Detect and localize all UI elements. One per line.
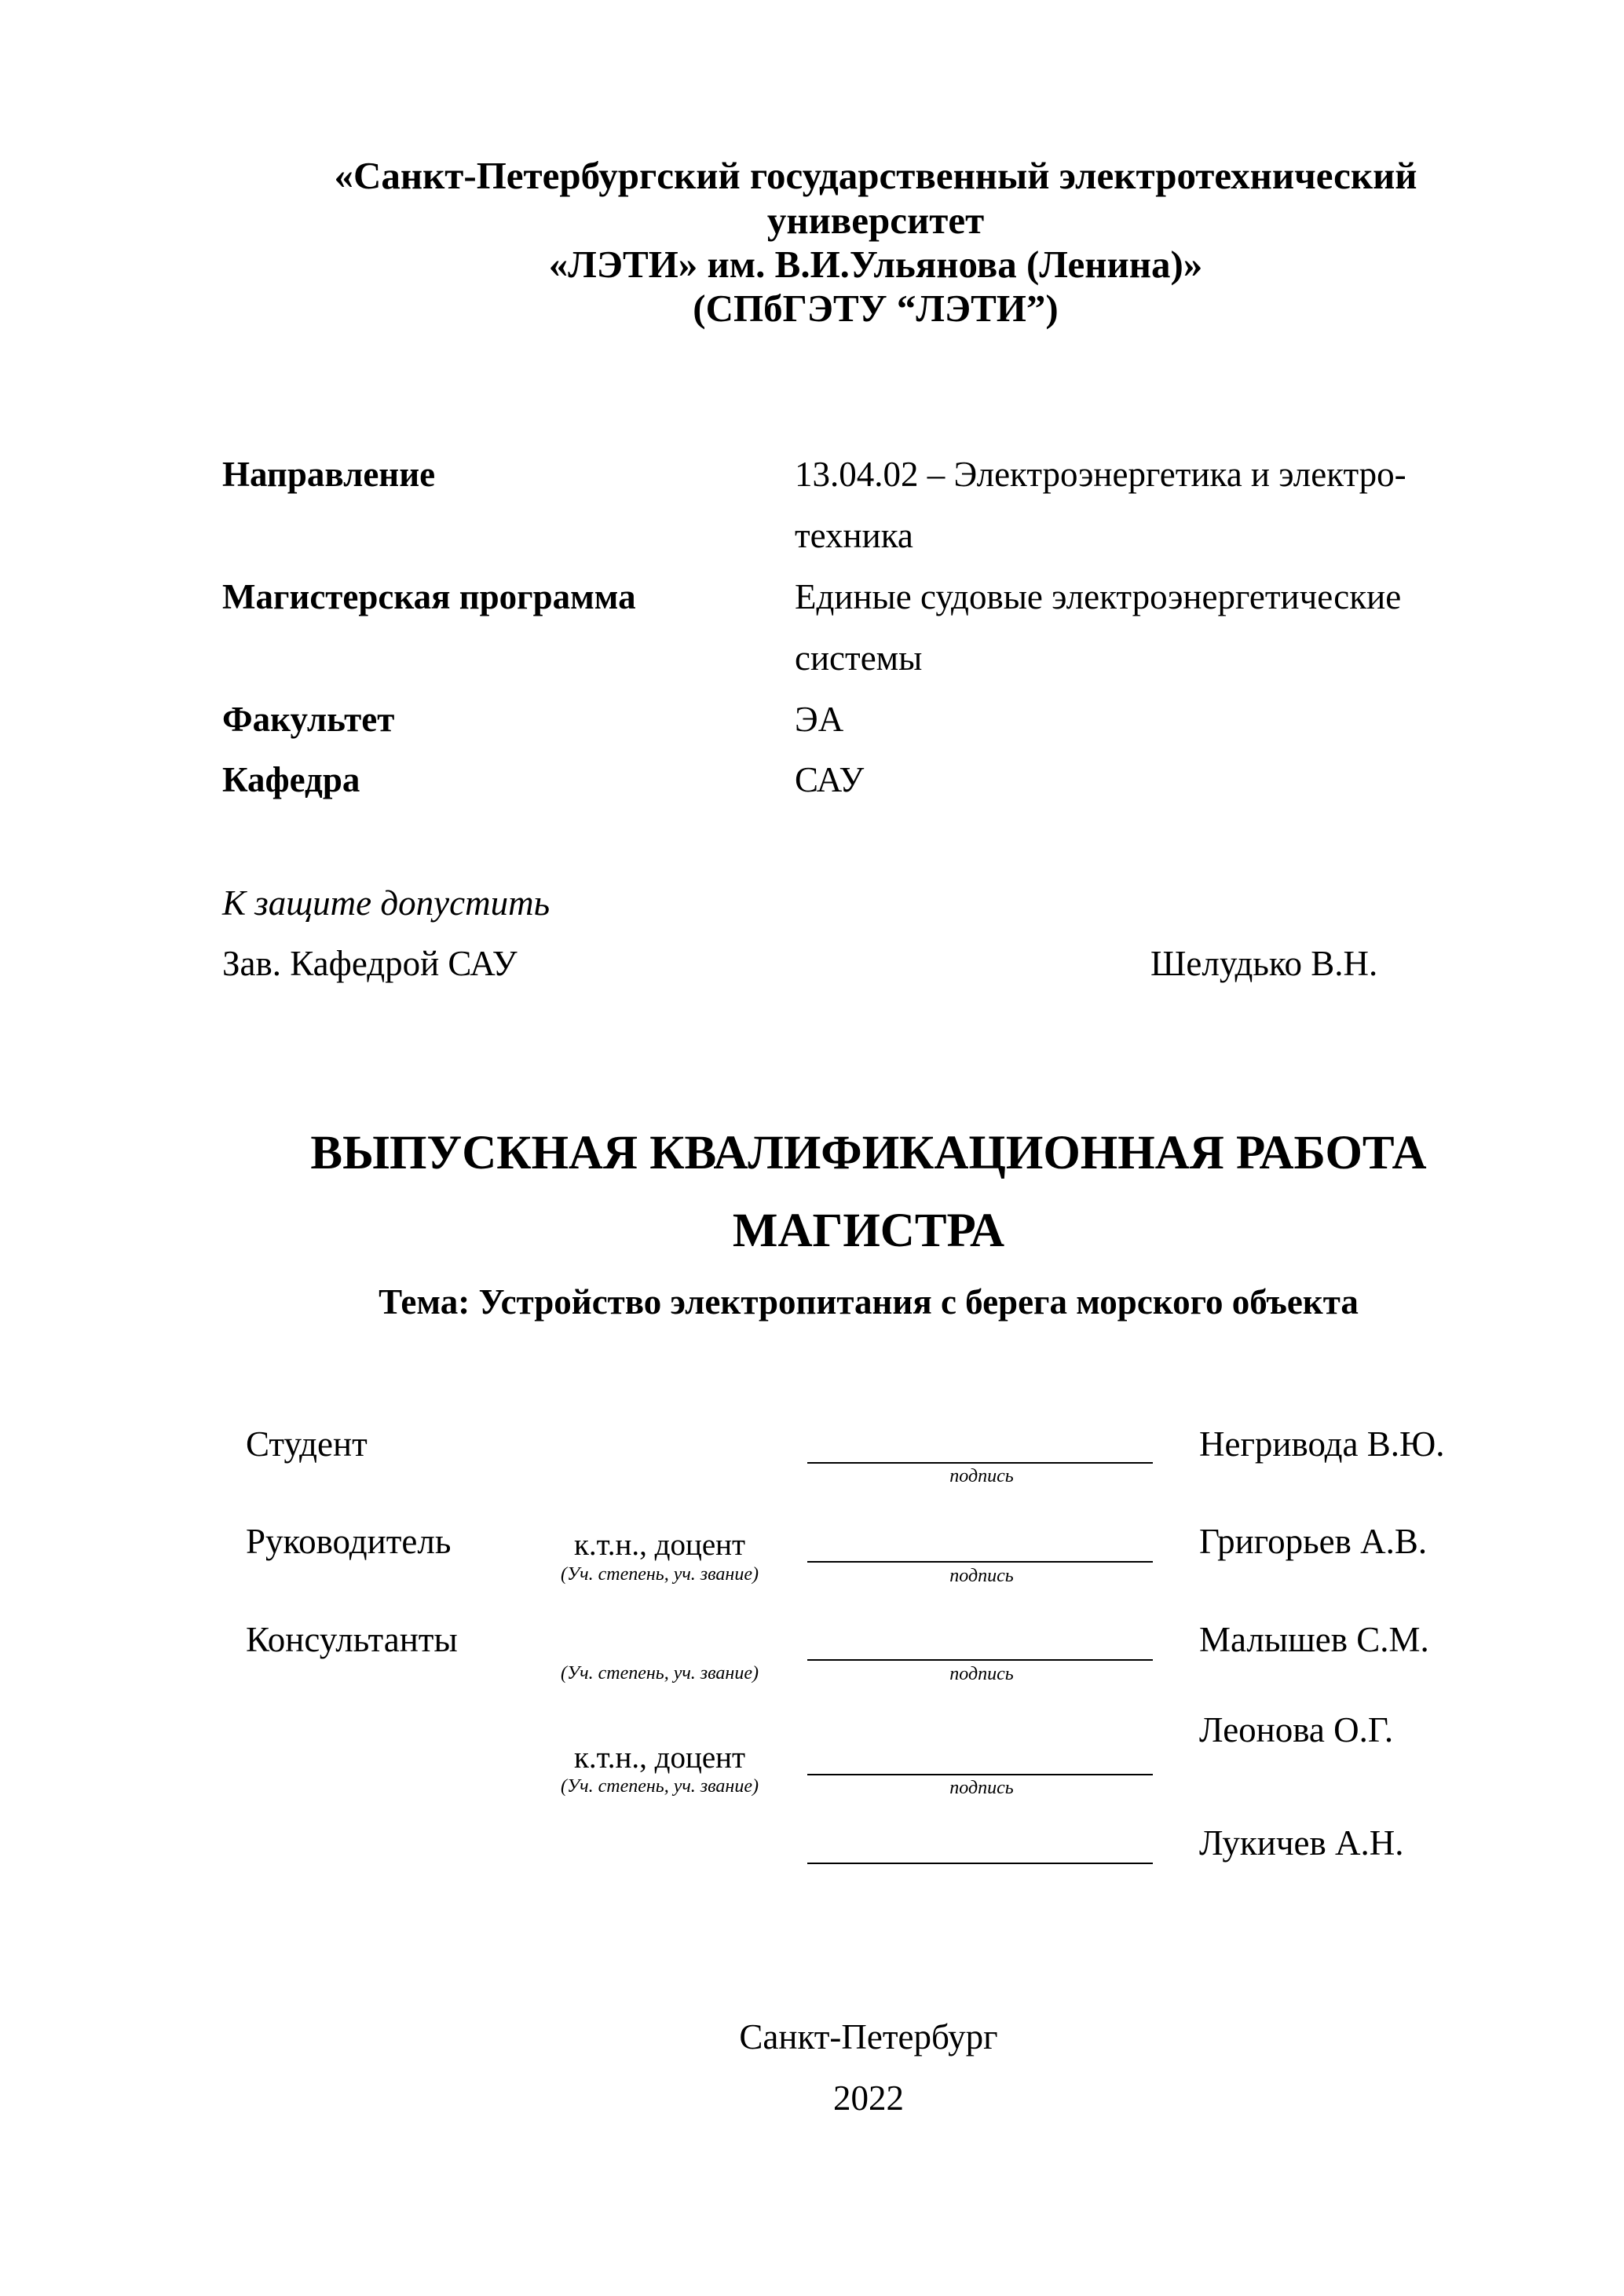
supervisor-degree: к.т.н., доцент: [573, 1528, 746, 1562]
consultant2-degree: к.т.н., доцент: [573, 1741, 746, 1775]
supervisor-name: Григорьев А.В.: [1199, 1522, 1428, 1561]
supervisor-degree-caption: (Уч. степень, уч. звание): [561, 1564, 759, 1585]
university-name-line3: «ЛЭТИ» им. В.И.Ульянова (Ленина)»: [548, 243, 1203, 286]
program-value-line1: Единые судовые электроэнергетические: [795, 577, 1402, 616]
head-of-department-name: Шелудько В.Н.: [1150, 944, 1378, 983]
consultant2-signature-line: [807, 1774, 1153, 1775]
consultant2-degree-caption: (Уч. степень, уч. звание): [561, 1776, 759, 1797]
consultant2-name: Леонова О.Г.: [1199, 1710, 1394, 1749]
admit-to-defense: К защите допустить: [222, 883, 550, 923]
footer-year: 2022: [833, 2078, 904, 2118]
thesis-title-line2: МАГИСТРА: [732, 1205, 1005, 1257]
student-label: Студент: [246, 1424, 368, 1464]
consultants-label: Консультанты: [246, 1620, 458, 1659]
direction-value-line2: техника: [795, 516, 913, 555]
thesis-topic: Тема: Устройство электропитания с берега морского объекта: [379, 1282, 1359, 1322]
consultant2-signature-caption: подпись: [949, 1778, 1014, 1798]
faculty-label: Факультет: [222, 700, 395, 739]
direction-label: Направление: [222, 455, 436, 494]
supervisor-label: Руководитель: [246, 1522, 452, 1561]
consultant1-name: Малышев С.М.: [1199, 1620, 1429, 1659]
university-abbreviation: (СПбГЭТУ “ЛЭТИ”): [693, 287, 1059, 330]
student-signature-line: [807, 1462, 1153, 1464]
consultant1-signature-line: [807, 1659, 1153, 1661]
direction-value-line1: 13.04.02 – Электроэнергетика и электро-: [795, 455, 1406, 494]
department-value: САУ: [795, 760, 865, 799]
thesis-title-line1: ВЫПУСКНАЯ КВАЛИФИКАЦИОННАЯ РАБОТА: [310, 1127, 1427, 1179]
student-name: Негривода В.Ю.: [1199, 1424, 1445, 1464]
supervisor-signature-caption: подпись: [949, 1566, 1014, 1586]
consultant1-signature-caption: подпись: [949, 1664, 1014, 1684]
faculty-value: ЭА: [795, 700, 844, 739]
student-signature-caption: подпись: [949, 1466, 1014, 1486]
program-label: Магистерская программа: [222, 577, 636, 616]
supervisor-signature-line: [807, 1561, 1153, 1563]
university-name-line2: университет: [766, 199, 985, 242]
university-name-line1: «Санкт-Петербургский государственный электротехнический: [334, 154, 1417, 197]
footer-city: Санкт-Петербург: [739, 2017, 998, 2057]
consultant3-name: Лукичев А.Н.: [1199, 1823, 1404, 1863]
head-of-department-label: Зав. Кафедрой САУ: [222, 944, 518, 983]
consultant3-signature-line: [807, 1863, 1153, 1864]
consultant1-degree-caption: (Уч. степень, уч. звание): [561, 1663, 759, 1684]
program-value-line2: системы: [795, 638, 923, 678]
department-label: Кафедра: [222, 760, 360, 799]
